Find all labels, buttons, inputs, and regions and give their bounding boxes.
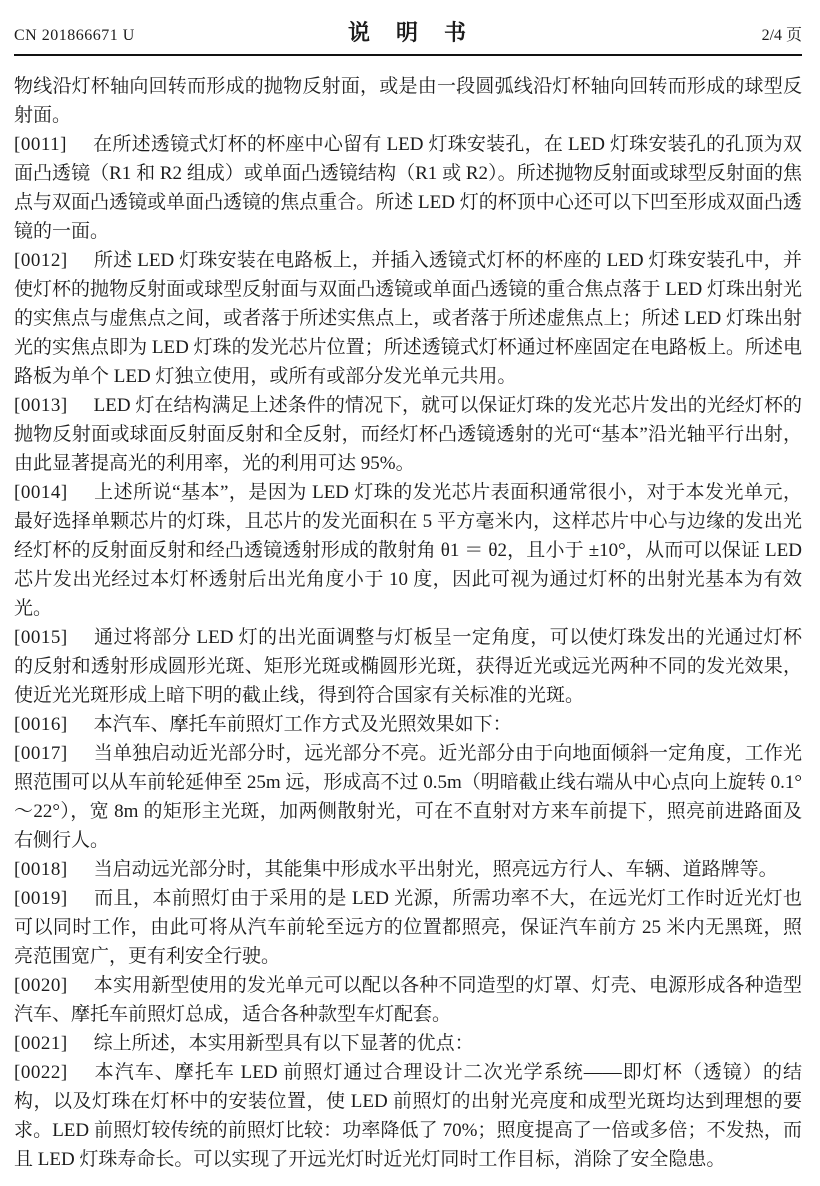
page-header [14, 16, 802, 47]
paragraph-text: 当单独启动近光部分时，远光部分不亮。近光部分由于向地面倾斜一定角度，工作光照范围可以从车前轮延伸至 25m 远，形成高不过 0.5m（明暗截止线右端从中心点向上旋转 0.1°～22°），宽 8m 的矩形主光斑，加两侧散射光，可在不直射对方来车前提下，照亮前进路面及右侧行人。 [14, 743, 802, 851]
paragraph-continuation [14, 72, 802, 130]
paragraph-number: [0018] [14, 859, 68, 880]
paragraph-text: 本实用新型使用的发光单元可以配以各种不同造型的灯罩、灯壳、电源形成各种造型汽车、摩托车前照灯总成，适合各种款型车灯配套。 [14, 975, 802, 1025]
paragraph-0018 [14, 855, 802, 884]
paragraph-text: 所述 LED 灯珠安装在电路板上，并插入透镜式灯杯的杯座的 LED 灯珠安装孔中，并使灯杯的抛物反射面或球型反射面与双面凸透镜或单面凸透镜的重合焦点落于 LED 灯珠出射光的实焦点与虚焦点之间，或者落于所述实焦点上，或者落于所述虚焦点上；所述 LED 灯珠出射光的实焦点即为 LED 灯珠的发光芯片位置；所述透镜式灯杯通过杯座固定在电路板上。所述电路板为单个 LED 灯独立使用，或所有或部分发光单元共用。 [14, 250, 802, 387]
page-title: 说 明 书 [348, 20, 469, 45]
paragraph-0022 [14, 1058, 802, 1174]
paragraph-0013 [14, 391, 802, 478]
paragraph-text: 在所述透镜式灯杯的杯座中心留有 LED 灯珠安装孔，在 LED 灯珠安装孔的孔顶为双面凸透镜（R1 和 R2 组成）或单面凸透镜结构（R1 或 R2）。所述抛物反射面或球型反射面的焦点与双面凸透镜或单面凸透镜的焦点重合。所述 LED 灯的杯顶中心还可以下凹至形成双面凸透镜的一面。 [14, 134, 802, 242]
paragraph-0017 [14, 739, 802, 855]
paragraph-number: [0014] [14, 482, 68, 503]
paragraph-number: [0020] [14, 975, 68, 996]
paragraph-text: LED 灯在结构满足上述条件的情况下，就可以保证灯珠的发光芯片发出的光经灯杯的抛物反射面或球面反射面反射和全反射，而经灯杯凸透镜透射的光可“基本”沿光轴平行出射，由此显著提高光的利用率，光的利用可达 95%。 [14, 395, 802, 474]
paragraph-text: 当启动远光部分时，其能集中形成水平出射光，照亮远方行人、车辆、道路牌等。 [93, 859, 778, 880]
paragraph-number: [0011] [14, 134, 67, 155]
document-number: CN 201866671 U [14, 27, 135, 44]
paragraph-text: 物线沿灯杯轴向回转而形成的抛物反射面，或是由一段圆弧线沿灯杯轴向回转而形成的球型反射面。 [14, 76, 802, 126]
paragraph-0020 [14, 971, 802, 1029]
paragraph-text: 本汽车、摩托车前照灯工作方式及光照效果如下： [93, 714, 512, 735]
page-indicator: 2/4 页 [761, 27, 803, 44]
paragraph-0015 [14, 623, 802, 710]
paragraph-number: [0022] [14, 1062, 68, 1083]
paragraph-text: 通过将部分 LED 灯的出光面调整与灯板呈一定角度，可以使灯珠发出的光通过灯杯的反射和透射形成圆形光斑、矩形光斑或椭圆形光斑，获得近光或远光两种不同的发光效果，使近光光斑形成上暗下明的截止线，得到符合国家有关标准的光斑。 [14, 627, 802, 706]
paragraph-0021 [14, 1029, 802, 1058]
paragraph-0016 [14, 710, 802, 739]
paragraph-text: 本汽车、摩托车 LED 前照灯通过合理设计二次光学系统——即灯杯（透镜）的结构，以及灯珠在灯杯中的安装位置，使 LED 前照灯的出射光亮度和成型光斑均达到理想的要求。LED 前照灯较传统的前照灯比较：功率降低了 70%；照度提高了一倍或多倍；不发热，而且 LED 灯珠寿命长。可以实现了开远光灯时近光灯同时工作目标，消除了安全隐患。 [14, 1062, 802, 1170]
paragraph-text: 综上所述，本实用新型具有以下显著的优点： [93, 1033, 474, 1054]
paragraph-0011 [14, 130, 802, 246]
paragraph-0014 [14, 478, 802, 623]
paragraph-text: 上述所说“基本”，是因为 LED 灯珠的发光芯片表面积通常很小，对于本发光单元，最好选择单颗芯片的灯珠，且芯片的发光面积在 5 平方毫米内，这样芯片中心与边缘的发出光经灯杯的反射面反射和经凸透镜透射形成的散射角 θ1 ＝ θ2，且小于 ±10°，从而可以保证 LED 芯片发出光经过本灯杯透射后出光角度小于 10 度，因此可视为通过灯杯的出射光基本为有效光。 [14, 482, 802, 619]
paragraph-text: 而且，本前照灯由于采用的是 LED 光源，所需功率不大，在远光灯工作时近光灯也可以同时工作，由此可将从汽车前轮至远方的位置都照亮，保证汽车前方 25 米内无黑斑，照亮范围宽广，更有利安全行驶。 [14, 888, 802, 967]
paragraph-number: [0017] [14, 743, 68, 764]
paragraph-number: [0021] [14, 1033, 68, 1054]
paragraph-0019 [14, 884, 802, 971]
paragraph-number: [0012] [14, 250, 68, 271]
specification-body [14, 72, 802, 1174]
paragraph-number: [0019] [14, 888, 68, 909]
paragraph-number: [0015] [14, 627, 68, 648]
paragraph-number: [0016] [14, 714, 68, 735]
header-divider [14, 54, 802, 56]
paragraph-number: [0013] [14, 395, 68, 416]
paragraph-0012 [14, 246, 802, 391]
